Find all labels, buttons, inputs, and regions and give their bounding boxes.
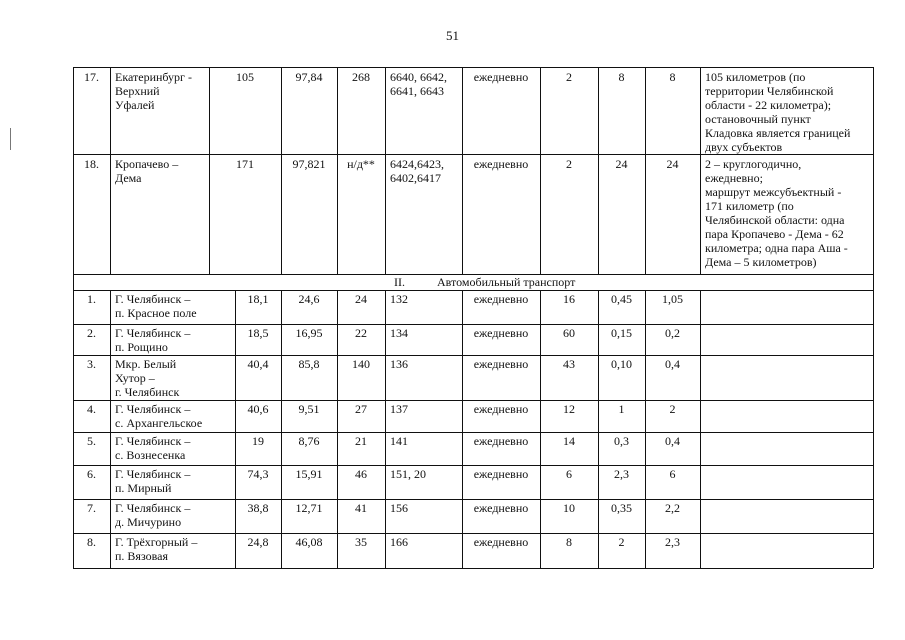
bus-cell-route: Г. Челябинск – п. Мирный xyxy=(115,467,191,495)
bus-cell-length: 18,1 xyxy=(247,292,269,306)
bus-cell-col8: 0,45 xyxy=(611,292,632,306)
row-divider xyxy=(73,465,873,466)
bus-cell-length: 19 xyxy=(252,434,264,448)
bus-cell-num: 5. xyxy=(87,434,96,448)
rail-cell-col4: 268 xyxy=(352,70,370,84)
row-divider xyxy=(73,533,873,534)
bus-cell-col8: 0,35 xyxy=(611,501,632,515)
rail-cell-col7: 2 xyxy=(566,157,572,171)
bus-cell-route: Г. Челябинск – с. Вознесенка xyxy=(115,434,191,462)
bus-cell-col3: 16,95 xyxy=(295,326,323,340)
rail-cell-col8: 8 xyxy=(618,70,625,84)
bus-cell-col4: 24 xyxy=(355,292,367,306)
column-divider xyxy=(337,67,338,274)
column-divider xyxy=(540,67,541,274)
bus-cell-col7: 10 xyxy=(563,501,575,515)
column-divider xyxy=(598,67,599,274)
rail-cell-num: 18. xyxy=(84,157,99,171)
rail-cell-length: 171 xyxy=(236,157,254,171)
rail-cell-col3: 97,84 xyxy=(295,70,323,84)
bus-cell-col8: 0,10 xyxy=(611,357,632,371)
section-bottom-border xyxy=(73,290,873,291)
column-divider xyxy=(73,67,74,274)
row-divider xyxy=(73,154,873,155)
bus-cell-schedule: ежедневно xyxy=(473,326,529,340)
bus-cell-schedule: ежедневно xyxy=(473,292,529,306)
bus-cell-num: 6. xyxy=(87,467,96,481)
bus-cell-col4: 46 xyxy=(355,467,367,481)
bus-cell-trains: 166 xyxy=(390,535,408,549)
bus-cell-route: Г. Челябинск – с. Архангельское xyxy=(115,402,203,430)
bus-cell-length: 38,8 xyxy=(247,501,269,515)
bus-cell-trains: 151, 20 xyxy=(390,467,426,481)
column-divider xyxy=(209,67,210,274)
bus-cell-trains: 134 xyxy=(390,326,408,340)
column-divider xyxy=(337,290,338,568)
rail-cell-col9: 24 xyxy=(666,157,679,171)
bus-cell-col9: 0,2 xyxy=(665,326,680,340)
bus-cell-col9: 0,4 xyxy=(665,434,680,448)
column-divider xyxy=(73,290,74,568)
column-divider xyxy=(281,67,282,274)
rail-cell-schedule: ежедневно xyxy=(473,157,529,171)
bus-cell-col4: 22 xyxy=(355,326,367,340)
bus-cell-col7: 8 xyxy=(566,535,572,549)
bus-cell-col9: 0,4 xyxy=(665,357,680,371)
bus-cell-route: Г. Челябинск – п. Рощино xyxy=(115,326,191,354)
bus-cell-trains: 141 xyxy=(390,434,408,448)
rail-cell-note: 105 километров (по территории Челябинской области - 22 километра); остановочный пункт Кладовка является границей двух субъектов xyxy=(705,70,851,154)
bus-cell-route: Г. Челябинск – п. Красное поле xyxy=(115,292,197,320)
column-divider xyxy=(462,290,463,568)
bus-cell-col9: 2 xyxy=(669,402,676,416)
bus-cell-num: 7. xyxy=(87,501,96,515)
rail-cell-note: 2 – круглогодично, ежедневно; маршрут межсубъектный - 171 километр (по Челябинской области: одна пара Кропачево - Дема - 62 километра; одна пара Аша - Дема – 5 километров) xyxy=(705,157,848,269)
rail-cell-route: Кропачево – Дема xyxy=(115,157,179,185)
bus-cell-route: Г. Трёхгорный – п. Вязовая xyxy=(115,535,198,563)
column-divider xyxy=(873,290,874,568)
column-divider xyxy=(645,67,646,274)
bus-cell-schedule: ежедневно xyxy=(473,467,529,481)
column-divider xyxy=(110,290,111,568)
column-divider xyxy=(873,67,874,274)
bus-cell-col8: 2 xyxy=(618,535,625,549)
rail-cell-col3: 97,821 xyxy=(292,157,326,171)
bus-cell-col9: 2,2 xyxy=(665,501,680,515)
row-divider xyxy=(73,499,873,500)
column-divider xyxy=(385,290,386,568)
row-divider xyxy=(73,432,873,433)
bus-cell-length: 18,5 xyxy=(247,326,269,340)
bus-cell-length: 24,8 xyxy=(247,535,269,549)
bus-cell-route: Мкр. Белый Хутор – г. Челябинск xyxy=(115,357,180,399)
bus-cell-col8: 1 xyxy=(618,402,625,416)
column-divider xyxy=(281,290,282,568)
bus-cell-trains: 132 xyxy=(390,292,408,306)
bus-cell-col8: 0,15 xyxy=(611,326,632,340)
bus-cell-col7: 6 xyxy=(566,467,572,481)
column-divider xyxy=(598,290,599,568)
column-divider xyxy=(110,67,111,274)
bus-cell-num: 2. xyxy=(87,326,96,340)
bus-cell-col4: 35 xyxy=(355,535,367,549)
bus-cell-col4: 140 xyxy=(352,357,370,371)
table-bottom-border xyxy=(73,568,873,569)
bus-cell-num: 8. xyxy=(87,535,96,549)
column-divider xyxy=(645,290,646,568)
bus-cell-col7: 43 xyxy=(563,357,575,371)
bus-cell-schedule: ежедневно xyxy=(473,535,529,549)
bus-cell-col7: 12 xyxy=(563,402,575,416)
bus-cell-length: 40,4 xyxy=(247,357,269,371)
bus-cell-trains: 156 xyxy=(390,501,408,515)
left-margin-mark xyxy=(10,128,11,150)
bus-cell-col9: 6 xyxy=(669,467,676,481)
bus-cell-num: 1. xyxy=(87,292,96,306)
rail-cell-col8: 24 xyxy=(615,157,628,171)
bus-cell-trains: 136 xyxy=(390,357,408,371)
page-number: 51 xyxy=(446,28,459,43)
bus-cell-col4: 41 xyxy=(355,501,367,515)
column-divider xyxy=(235,290,236,568)
rail-cell-length: 105 xyxy=(236,70,254,84)
bus-cell-schedule: ежедневно xyxy=(473,434,529,448)
bus-cell-schedule: ежедневно xyxy=(473,501,529,515)
column-divider xyxy=(540,290,541,568)
rail-cell-col9: 8 xyxy=(669,70,676,84)
rail-cell-col7: 2 xyxy=(566,70,572,84)
rail-cell-route: Екатеринбург - Верхний Уфалей xyxy=(115,70,192,112)
bus-cell-col3: 46,08 xyxy=(295,535,323,549)
rail-cell-num: 17. xyxy=(84,70,99,84)
row-divider xyxy=(73,400,873,401)
bus-cell-col3: 9,51 xyxy=(298,402,320,416)
column-divider xyxy=(873,274,874,290)
column-divider xyxy=(700,67,701,274)
column-divider xyxy=(700,290,701,568)
bus-cell-col8: 0,3 xyxy=(614,434,629,448)
bus-cell-length: 74,3 xyxy=(247,467,269,481)
bus-cell-col3: 12,71 xyxy=(295,501,323,515)
section-number: II. xyxy=(394,275,405,289)
bus-cell-col7: 60 xyxy=(563,326,575,340)
bus-cell-col3: 24,6 xyxy=(298,292,320,306)
bus-cell-num: 4. xyxy=(87,402,96,416)
bus-cell-schedule: ежедневно xyxy=(473,357,529,371)
bus-cell-length: 40,6 xyxy=(247,402,269,416)
bus-cell-col3: 8,76 xyxy=(298,434,320,448)
bus-cell-num: 3. xyxy=(87,357,96,371)
column-divider xyxy=(462,67,463,274)
bus-cell-col7: 16 xyxy=(563,292,575,306)
rail-cell-trains: 6640, 6642, 6641, 6643 xyxy=(390,70,447,98)
rail-cell-trains: 6424,6423, 6402,6417 xyxy=(390,157,444,185)
bus-cell-route: Г. Челябинск – д. Мичурино xyxy=(115,501,191,529)
bus-cell-col9: 2,3 xyxy=(665,535,680,549)
bus-cell-col4: 27 xyxy=(355,402,367,416)
rail-cell-col4: н/д** xyxy=(347,157,375,171)
bus-cell-col9: 1,05 xyxy=(662,292,683,306)
bus-cell-col7: 14 xyxy=(563,434,575,448)
row-divider xyxy=(73,355,873,356)
row-divider xyxy=(73,324,873,325)
bus-cell-schedule: ежедневно xyxy=(473,402,529,416)
bus-cell-col4: 21 xyxy=(355,434,367,448)
column-divider xyxy=(73,274,74,290)
section-title: Автомобильный транспорт xyxy=(437,275,576,289)
bus-cell-col8: 2,3 xyxy=(614,467,629,481)
column-divider xyxy=(385,67,386,274)
bus-cell-col3: 15,91 xyxy=(295,467,323,481)
rail-cell-schedule: ежедневно xyxy=(473,70,529,84)
bus-cell-col3: 85,8 xyxy=(298,357,320,371)
table-top-border xyxy=(73,67,873,68)
bus-cell-trains: 137 xyxy=(390,402,408,416)
